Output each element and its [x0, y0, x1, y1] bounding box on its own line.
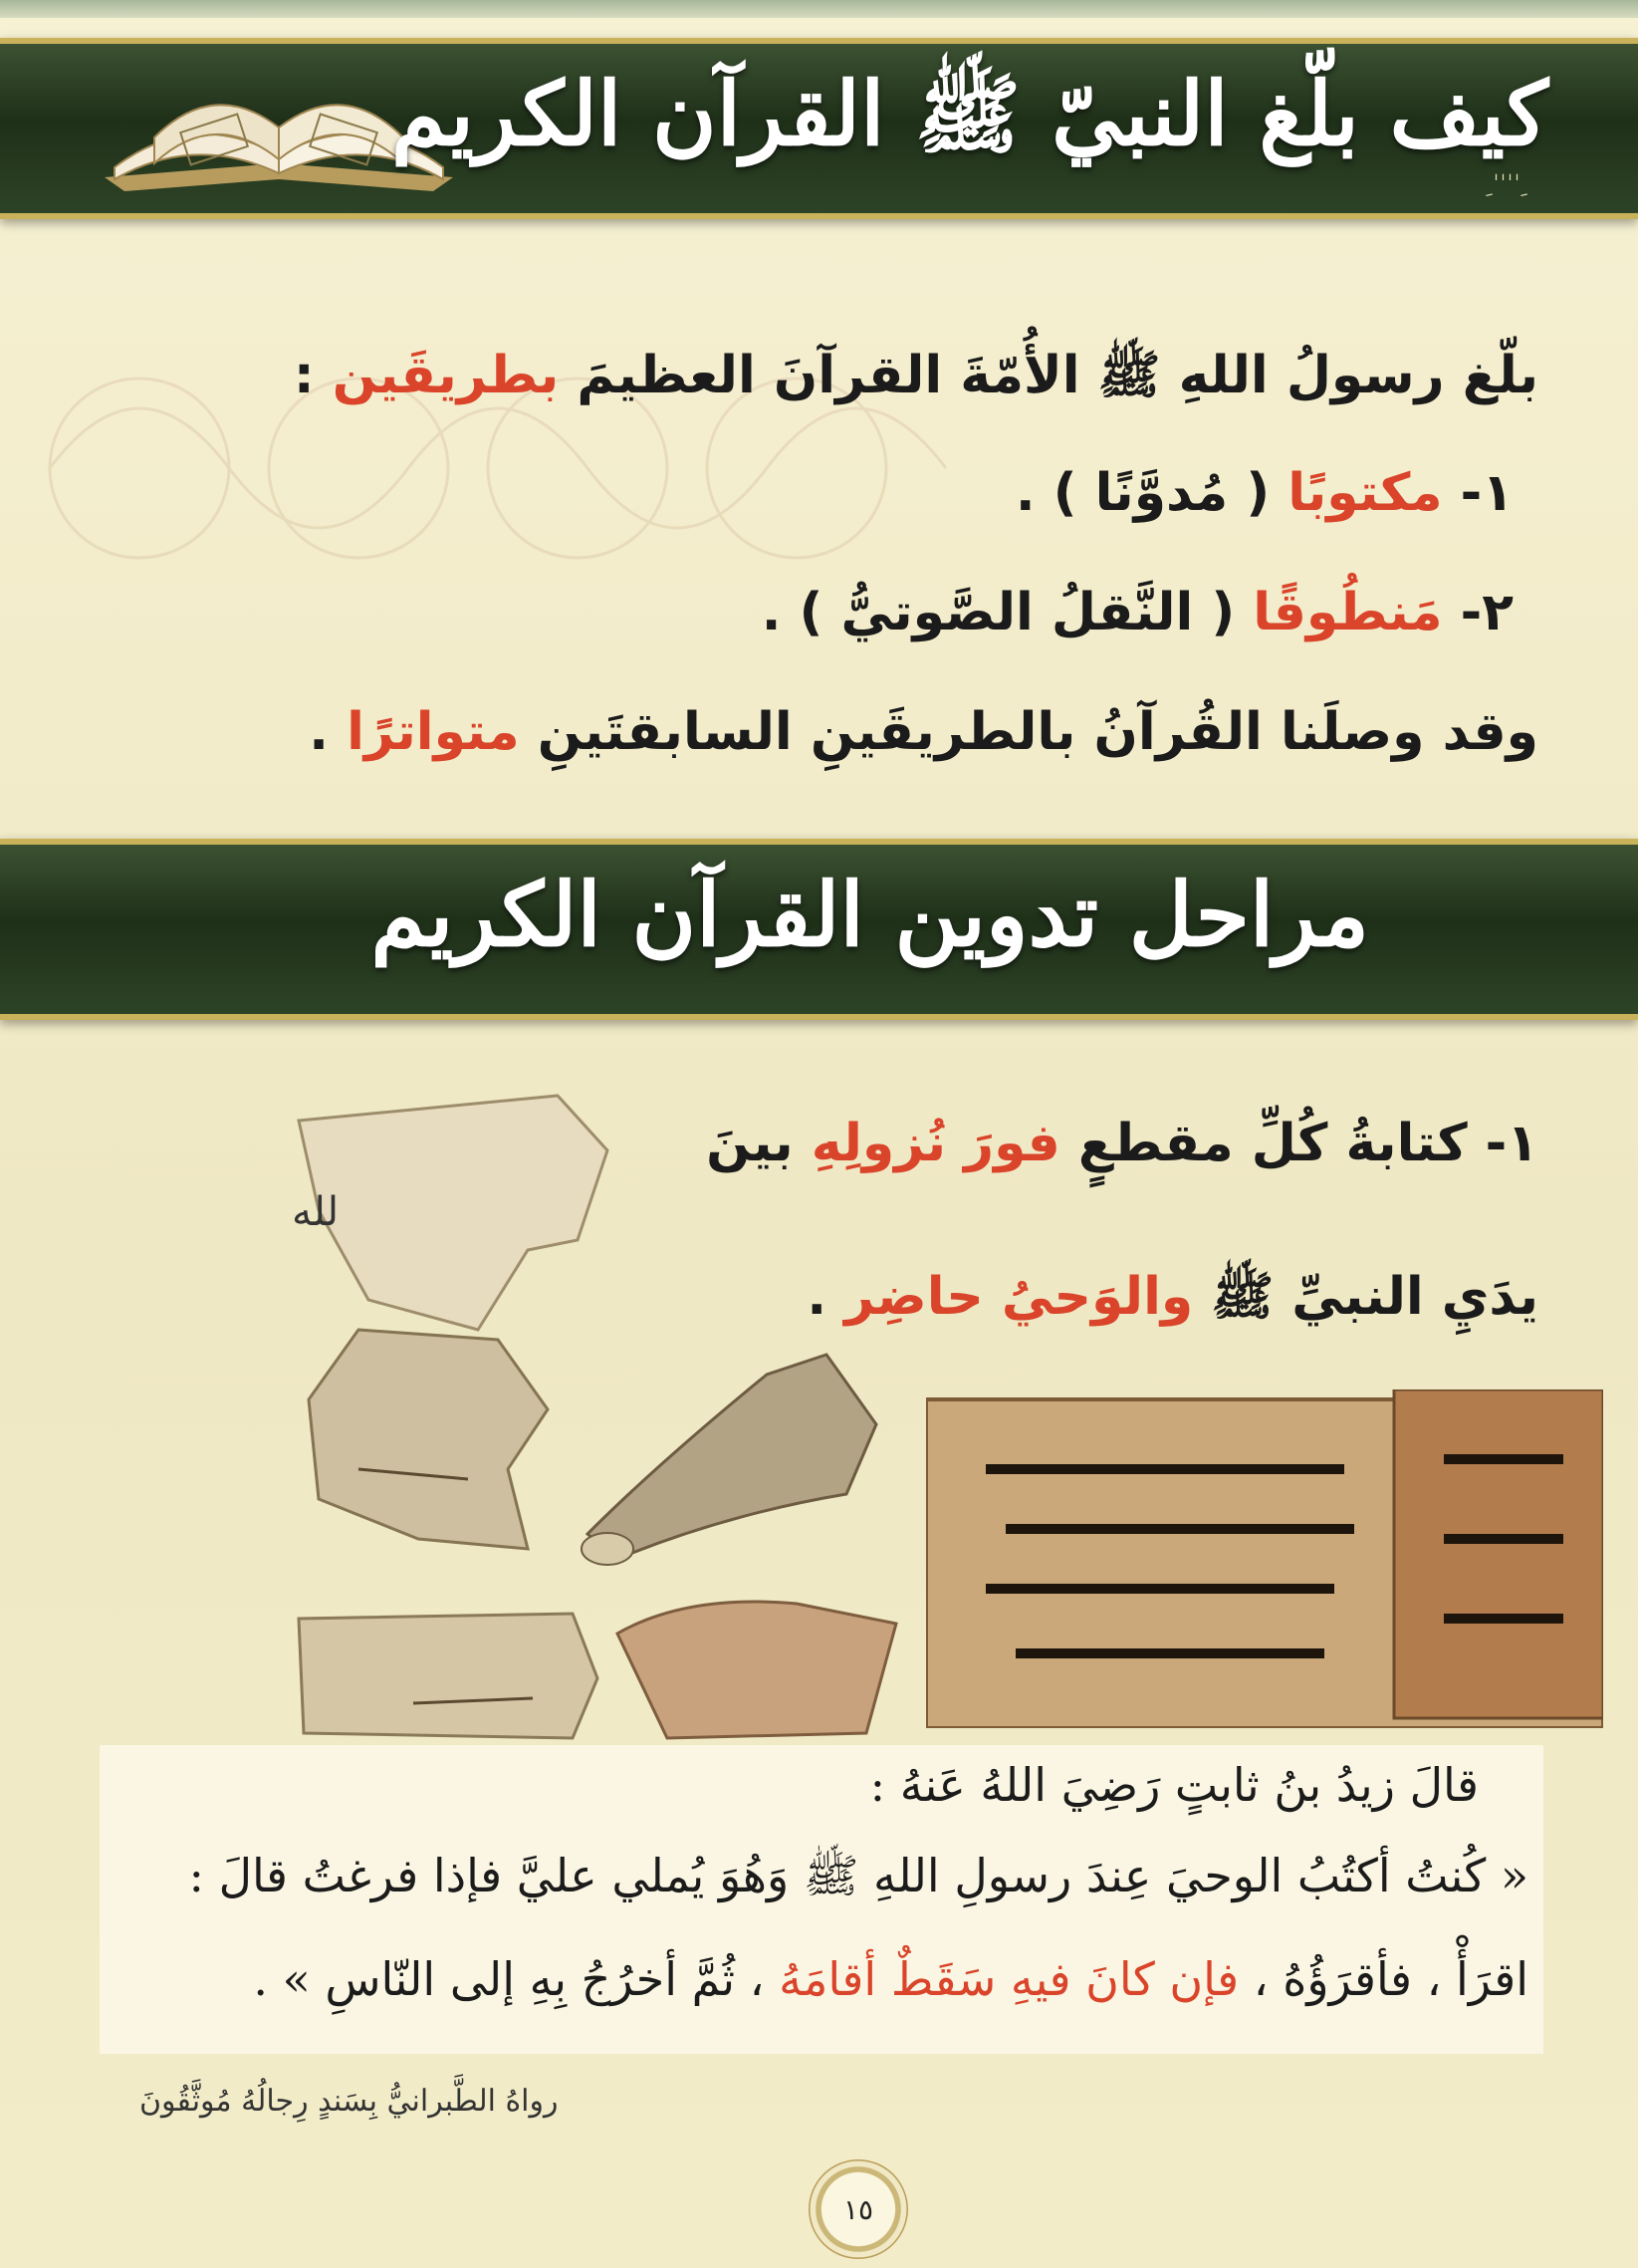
page-number: ١٥ [809, 2159, 908, 2259]
section-title: مراحل تدوين القرآن الكريم [370, 863, 1369, 966]
item-2-number: ٢- [1442, 583, 1514, 642]
page-title: كيف بلّغ النبيّ ﷺ القرآن الكريم [390, 62, 1548, 165]
stage-1-line-2-end: . [807, 1267, 845, 1327]
stone-fragment-image [607, 1594, 906, 1743]
shoulder-blade-fragment-image [578, 1345, 886, 1574]
quote-speaker: قالَ زيدُ بنُ ثابتٍ رَضِيَ اللهُ عَنهُ : [869, 1758, 1479, 1812]
intro-line-4 [309, 702, 1538, 762]
quote-line-2-highlight: فإن كانَ فيهِ سَقَطٌ أقامَهُ [779, 1952, 1240, 2006]
bone-fragment-image [299, 1320, 568, 1569]
stage-1-line-2-highlight: والوَحيُ حاضِر [844, 1267, 1194, 1327]
intro-line-4-highlight: متواترًا [347, 702, 520, 762]
quote-line-1: « كُنتُ أكتُبُ الوحيَ عِندَ رسولِ اللهِ ﷺ وَهُوَ يُملي عليَّ فإذا فرغتُ قالَ : [188, 1849, 1528, 1902]
list-item-written [1016, 463, 1514, 523]
parchment-fragment-image [279, 1091, 617, 1340]
svg-text:لله: لله [292, 1189, 339, 1235]
stage-1-line-1-text: ١- كتابةُ كُلِّ مقطعٍ [1059, 1114, 1538, 1173]
item-2-highlight: مَنطُوقًا [1253, 583, 1443, 642]
quote-line-2-start: اقرَأْ ، فأقرَؤُهُ ، [1239, 1952, 1528, 2006]
item-1-rest: ( مُدوَّنًا ) . [1015, 463, 1288, 523]
quote-line-2-end: ، ثُمَّ أخرُجُ بِهِ إلى النّاسِ » . [253, 1952, 780, 2006]
title-ornament: ِ ٰ ٰ ٰ ٰ ِ [1484, 174, 1519, 199]
stage-1-line-2-text: يدَيِ النبيِّ ﷺ [1193, 1267, 1538, 1327]
section-banner [0, 839, 1638, 1020]
stage-1-line-2 [807, 1265, 1538, 1340]
stage-1-line-1-end: بينَ [706, 1114, 812, 1173]
quote-line-2 [253, 1952, 1528, 2006]
intro-line-1-text: بلّغ رسولُ اللهِ ﷺ الأُمّةَ القرآنَ العظيمَ [577, 346, 1538, 405]
kufic-manuscript-image [926, 1389, 1603, 1728]
top-edge [0, 0, 1638, 18]
stage-1-line-1 [706, 1114, 1538, 1173]
list-item-spoken [762, 583, 1514, 642]
title-banner [0, 38, 1638, 219]
palm-leaf-fragment-image [294, 1609, 602, 1743]
stage-1-line-1-highlight: فورَ نُزولِهِ [811, 1114, 1060, 1173]
intro-line-4-text: وقد وصلَنا القُرآنُ بالطريقَينِ السابقتَينِ [519, 702, 1538, 762]
intro-line-1-end: : [293, 346, 333, 405]
intro-line-1-highlight: بطريقَين [332, 346, 560, 405]
intro-line-1 [294, 344, 1538, 418]
item-2-rest: ( النَّقلُ الصَّوتيُّ ) . [761, 583, 1254, 642]
item-1-highlight: مكتوبًا [1287, 463, 1443, 523]
hadith-source: رواهُ الطَّبرانيُّ بِسَندٍ رِجالُهُ مُوثَّقُونَ [139, 2084, 559, 2119]
item-1-number: ١- [1442, 463, 1514, 523]
intro-line-4-end: . [309, 702, 348, 762]
